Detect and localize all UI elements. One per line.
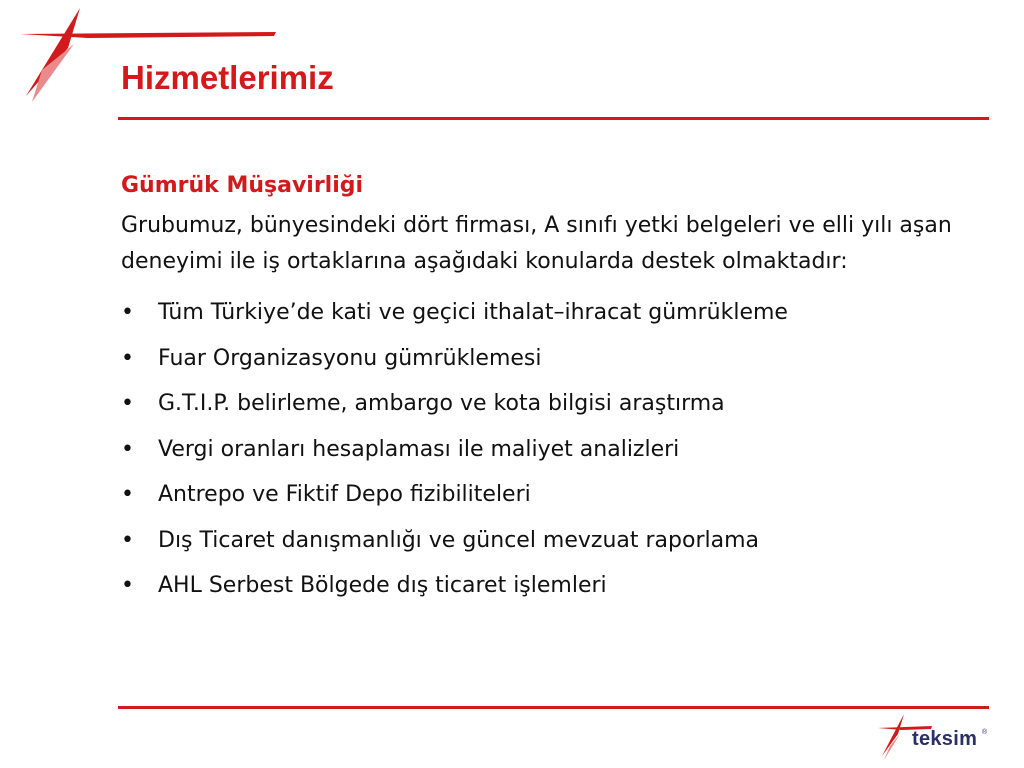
bullet-icon: • <box>121 482 134 507</box>
brand-logo <box>878 712 993 760</box>
bullet-icon: • <box>121 527 134 553</box>
service-text: AHL Serbest Bölgede dış ticaret işlemleri <box>158 573 607 598</box>
service-text: G.T.I.P. belirleme, ambargo ve kota bilgisi araştırma <box>158 391 725 416</box>
bullet-icon: • <box>121 345 134 371</box>
section-heading: Gümrük Müşavirliği <box>121 173 364 198</box>
intro-paragraph: Grubumuz, bünyesindeki dört firması, A sınıfı yetki belgeleri ve elli yılı aşan deneyimi ile iş ortaklarına aşağıdaki konularda destek olmaktadır: <box>121 213 952 274</box>
top-divider <box>118 117 989 120</box>
list-item <box>121 472 971 518</box>
list-item <box>121 290 971 336</box>
service-text: Vergi oranları hesaplaması ile maliyet analizleri <box>158 436 680 462</box>
bullet-icon: • <box>121 436 134 462</box>
services-list <box>121 290 971 609</box>
service-text: Fuar Organizasyonu gümrüklemesi <box>158 345 542 371</box>
list-item <box>121 518 971 564</box>
bullet-icon: • <box>121 391 134 416</box>
brand-name: teksim <box>912 728 978 750</box>
bottom-divider <box>118 706 989 709</box>
page-title: Hizmetlerimiz <box>121 59 334 96</box>
service-text: Dış Ticaret danışmanlığı ve güncel mevzuat raporlama <box>158 527 760 553</box>
registered-mark: ® <box>982 729 988 736</box>
service-text: Tüm Türkiye’de kati ve geçici ithalat–ihracat gümrükleme <box>158 300 788 325</box>
content-section <box>121 168 971 609</box>
list-item <box>121 381 971 427</box>
bullet-icon: • <box>121 573 134 598</box>
bullet-icon: • <box>121 300 134 325</box>
list-item <box>121 336 971 382</box>
list-item <box>121 563 971 609</box>
list-item <box>121 427 971 473</box>
service-text: Antrepo ve Fiktif Depo fizibiliteleri <box>158 482 531 507</box>
